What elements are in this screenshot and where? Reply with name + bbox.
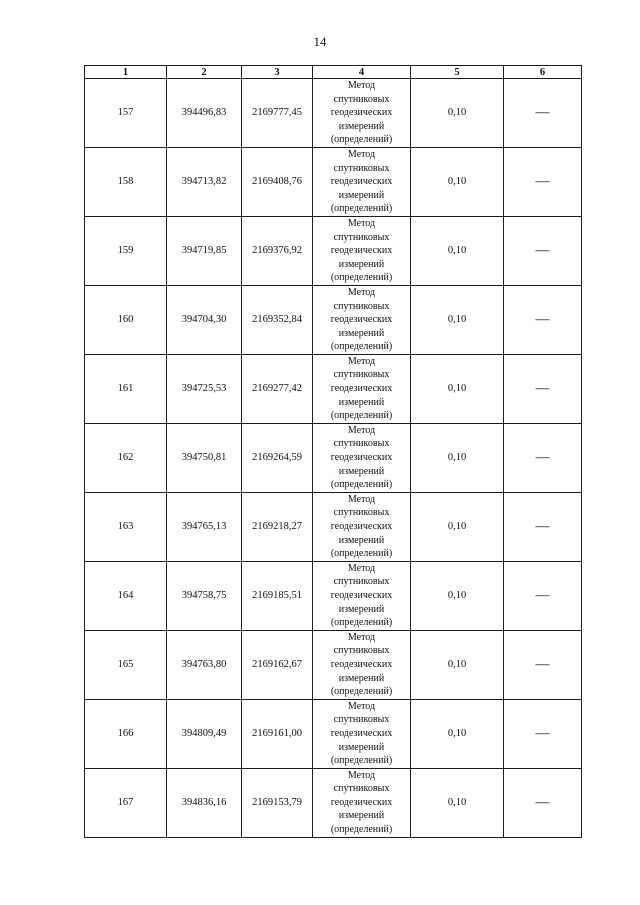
- column-header-2: 2: [167, 66, 242, 79]
- x-coordinate-cell: 394765,13: [167, 492, 242, 561]
- x-coordinate-cell: 394758,75: [167, 561, 242, 630]
- y-coordinate-cell: 2169161,00: [242, 699, 313, 768]
- method-line: геодезических: [330, 796, 393, 808]
- method-line: геодезических: [330, 245, 393, 257]
- method-cell: [313, 216, 411, 285]
- method-line: Метод: [347, 700, 376, 712]
- method-line: спутниковых: [333, 645, 390, 657]
- method-line: Метод: [347, 493, 376, 505]
- method-cell: [313, 79, 411, 148]
- header-row: [85, 66, 582, 79]
- table-body: [85, 79, 582, 838]
- y-coordinate-cell: 2169153,79: [242, 768, 313, 837]
- point-number-cell: 164: [85, 561, 167, 630]
- method-line: спутниковых: [333, 438, 390, 450]
- y-coordinate-cell: 2169162,67: [242, 630, 313, 699]
- method-line: Метод: [347, 355, 376, 367]
- method-cell: [313, 147, 411, 216]
- note-cell: —: [504, 216, 582, 285]
- method-cell: [313, 561, 411, 630]
- column-header-4: 4: [313, 66, 411, 79]
- accuracy-cell: 0,10: [411, 147, 504, 216]
- method-line: Метод: [347, 562, 376, 574]
- method-line: геодезических: [330, 383, 393, 395]
- method-line: спутниковых: [333, 576, 390, 588]
- point-number-cell: 167: [85, 768, 167, 837]
- point-number-cell: 163: [85, 492, 167, 561]
- method-line: (определений): [330, 410, 393, 422]
- method-cell: [313, 699, 411, 768]
- note-cell: —: [504, 423, 582, 492]
- method-line: геодезических: [330, 314, 393, 326]
- method-line: Метод: [347, 769, 376, 781]
- x-coordinate-cell: 394719,85: [167, 216, 242, 285]
- x-coordinate-cell: 394725,53: [167, 354, 242, 423]
- method-line: измерений: [338, 120, 385, 132]
- method-line: геодезических: [330, 658, 393, 670]
- y-coordinate-cell: 2169218,27: [242, 492, 313, 561]
- column-header-6: 6: [504, 66, 582, 79]
- method-line: (определений): [330, 686, 393, 698]
- method-line: измерений: [338, 672, 385, 684]
- method-line: Метод: [347, 217, 376, 229]
- method-line: спутниковых: [333, 783, 390, 795]
- table-row: [85, 285, 582, 354]
- accuracy-cell: 0,10: [411, 79, 504, 148]
- x-coordinate-cell: 394750,81: [167, 423, 242, 492]
- method-line: измерений: [338, 534, 385, 546]
- method-line: спутниковых: [333, 231, 390, 243]
- method-cell: [313, 630, 411, 699]
- x-coordinate-cell: 394713,82: [167, 147, 242, 216]
- table-row: [85, 561, 582, 630]
- note-cell: —: [504, 768, 582, 837]
- x-coordinate-cell: 394496,83: [167, 79, 242, 148]
- method-line: (определений): [330, 824, 393, 836]
- note-cell: —: [504, 285, 582, 354]
- table-row: [85, 354, 582, 423]
- y-coordinate-cell: 2169277,42: [242, 354, 313, 423]
- method-line: геодезических: [330, 176, 393, 188]
- method-line: геодезических: [330, 727, 393, 739]
- accuracy-cell: 0,10: [411, 768, 504, 837]
- method-line: измерений: [338, 465, 385, 477]
- table-row: [85, 768, 582, 837]
- table-row: [85, 630, 582, 699]
- method-line: (определений): [330, 548, 393, 560]
- method-line: геодезических: [330, 452, 393, 464]
- point-number-cell: 157: [85, 79, 167, 148]
- column-header-3: 3: [242, 66, 313, 79]
- table-row: [85, 492, 582, 561]
- method-line: Метод: [347, 286, 376, 298]
- method-line: Метод: [347, 148, 376, 160]
- point-number-cell: 165: [85, 630, 167, 699]
- method-line: (определений): [330, 272, 393, 284]
- method-line: Метод: [347, 424, 376, 436]
- method-line: измерений: [338, 189, 385, 201]
- method-line: геодезических: [330, 107, 393, 119]
- y-coordinate-cell: 2169777,45: [242, 79, 313, 148]
- note-cell: —: [504, 492, 582, 561]
- method-line: спутниковых: [333, 714, 390, 726]
- method-line: (определений): [330, 755, 393, 767]
- table-header: [85, 66, 582, 79]
- x-coordinate-cell: 394836,16: [167, 768, 242, 837]
- table-row: [85, 699, 582, 768]
- method-line: (определений): [330, 617, 393, 629]
- accuracy-cell: 0,10: [411, 492, 504, 561]
- method-line: (определений): [330, 479, 393, 491]
- method-line: геодезических: [330, 589, 393, 601]
- method-line: геодезических: [330, 521, 393, 532]
- note-cell: —: [504, 699, 582, 768]
- page-number: 14: [313, 34, 327, 49]
- column-header-5: 5: [411, 66, 504, 79]
- table-row: [85, 423, 582, 492]
- x-coordinate-cell: 394704,30: [167, 285, 242, 354]
- coordinates-table: [84, 65, 582, 838]
- method-line: спутниковых: [333, 300, 390, 312]
- y-coordinate-cell: 2169352,84: [242, 285, 313, 354]
- accuracy-cell: 0,10: [411, 285, 504, 354]
- method-line: Метод: [347, 80, 376, 91]
- method-cell: [313, 492, 411, 561]
- accuracy-cell: 0,10: [411, 630, 504, 699]
- method-line: спутниковых: [333, 162, 390, 174]
- point-number-cell: 159: [85, 216, 167, 285]
- method-line: спутниковых: [333, 507, 390, 519]
- method-line: Метод: [347, 631, 376, 643]
- method-line: спутниковых: [333, 369, 390, 381]
- x-coordinate-cell: 394809,49: [167, 699, 242, 768]
- y-coordinate-cell: 2169264,59: [242, 423, 313, 492]
- method-cell: [313, 768, 411, 837]
- note-cell: —: [504, 354, 582, 423]
- method-cell: [313, 285, 411, 354]
- table-row: [85, 147, 582, 216]
- note-cell: —: [504, 147, 582, 216]
- method-cell: [313, 423, 411, 492]
- accuracy-cell: 0,10: [411, 216, 504, 285]
- y-coordinate-cell: 2169376,92: [242, 216, 313, 285]
- accuracy-cell: 0,10: [411, 561, 504, 630]
- point-number-cell: 162: [85, 423, 167, 492]
- method-line: спутниковых: [333, 93, 390, 105]
- point-number-cell: 166: [85, 699, 167, 768]
- y-coordinate-cell: 2169185,51: [242, 561, 313, 630]
- note-cell: —: [504, 79, 582, 148]
- note-cell: —: [504, 561, 582, 630]
- method-line: измерений: [338, 741, 385, 753]
- x-coordinate-cell: 394763,80: [167, 630, 242, 699]
- point-number-cell: 160: [85, 285, 167, 354]
- method-line: измерений: [338, 396, 385, 408]
- accuracy-cell: 0,10: [411, 354, 504, 423]
- method-line: (определений): [330, 134, 393, 146]
- y-coordinate-cell: 2169408,76: [242, 147, 313, 216]
- point-number-cell: 158: [85, 147, 167, 216]
- method-line: измерений: [338, 327, 385, 339]
- note-cell: —: [504, 630, 582, 699]
- method-line: измерений: [338, 603, 385, 615]
- method-line: измерений: [338, 810, 385, 822]
- method-line: (определений): [330, 203, 393, 215]
- table-row: [85, 79, 582, 148]
- accuracy-cell: 0,10: [411, 423, 504, 492]
- point-number-cell: 161: [85, 354, 167, 423]
- table-row: [85, 216, 582, 285]
- method-line: измерений: [338, 258, 385, 270]
- method-line: (определений): [330, 341, 393, 353]
- method-cell: [313, 354, 411, 423]
- column-header-1: 1: [85, 66, 167, 79]
- accuracy-cell: 0,10: [411, 699, 504, 768]
